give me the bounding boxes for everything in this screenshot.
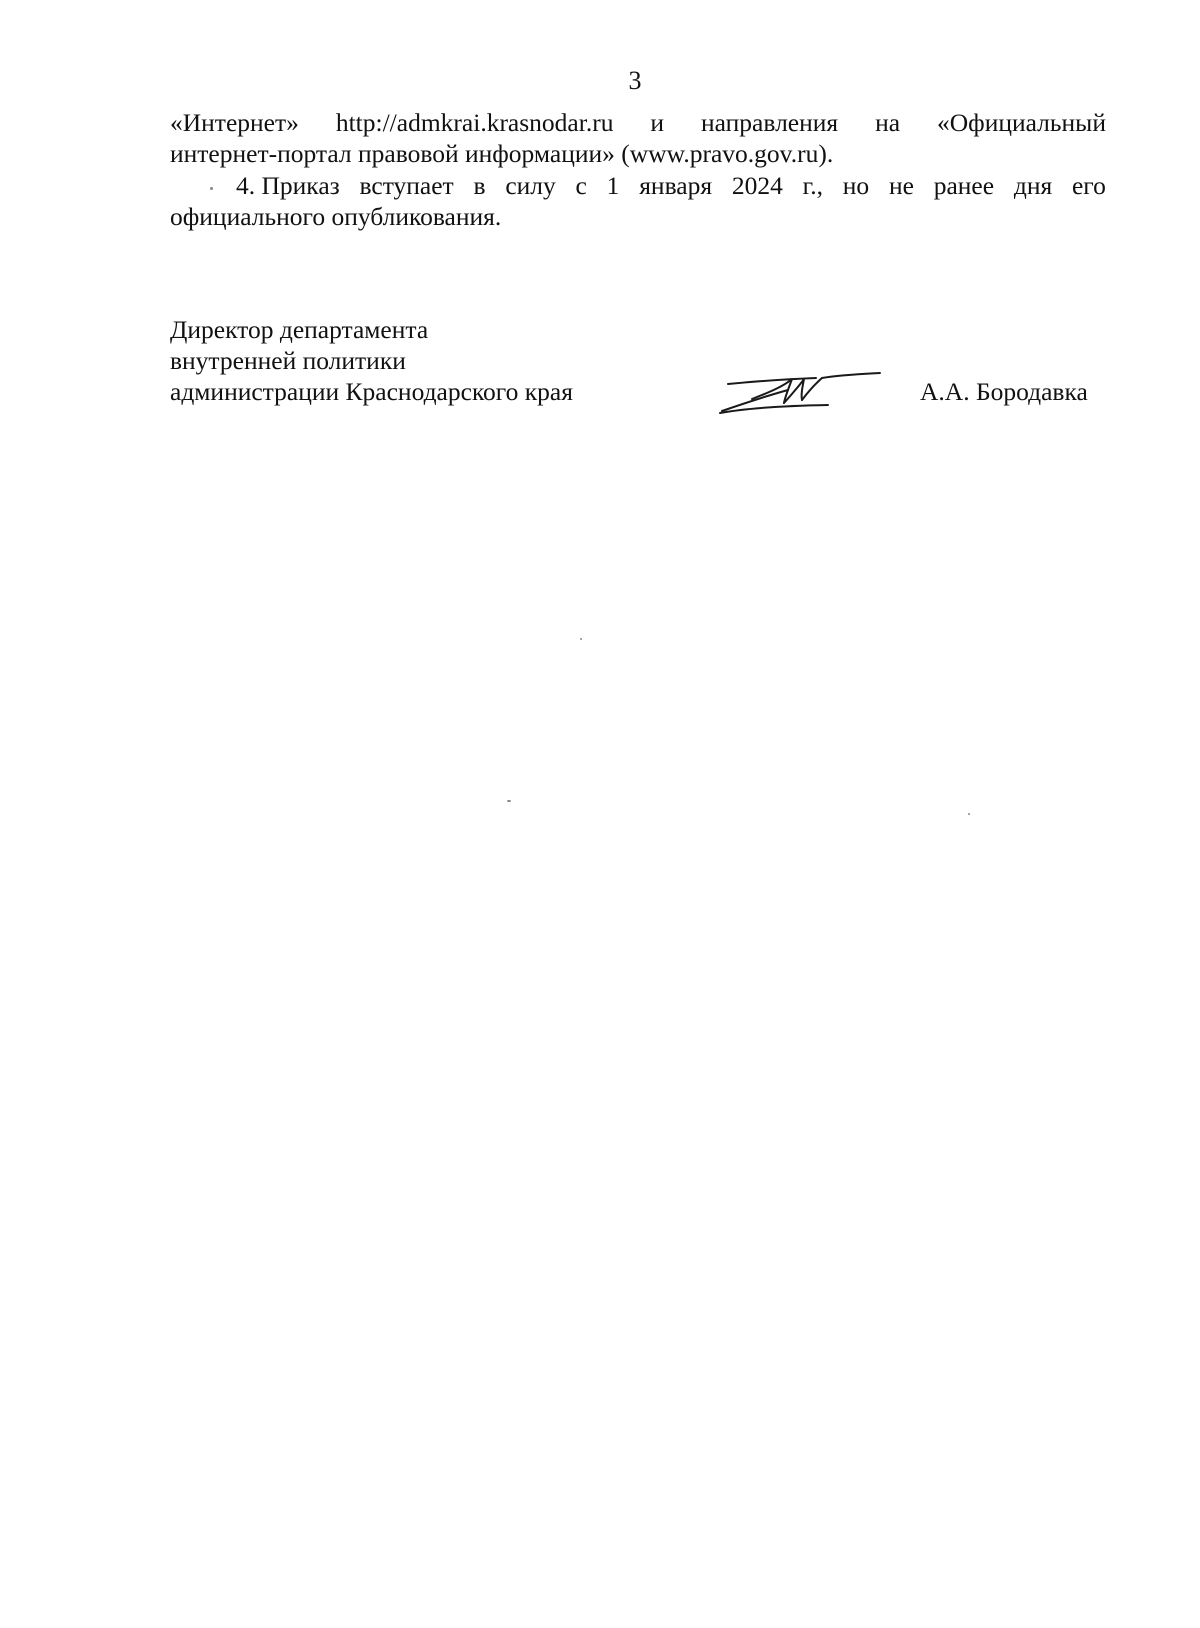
scan-speck: [210, 187, 213, 190]
link-admkrai: http://admkrai.krasnodar.ru: [335, 108, 614, 137]
word: «Официальный: [937, 108, 1106, 137]
word: 1: [606, 171, 620, 200]
word: вступает: [359, 171, 454, 200]
paragraph-line: [170, 107, 1106, 138]
word: на: [875, 108, 901, 137]
signatory-position: [170, 314, 573, 407]
paragraph-line: официального опубликования.: [170, 202, 502, 231]
paragraph-line: интернет-портал правовой информации» (www.pravo.gov.ru).: [170, 139, 834, 168]
paragraph-effective-date: [170, 170, 1106, 232]
paragraph-line: [170, 170, 1106, 201]
position-line: администрации Краснодарского края: [170, 377, 573, 406]
word: дня: [1013, 171, 1053, 200]
word: ранее: [933, 171, 995, 200]
word: января: [639, 171, 713, 200]
word: в: [473, 171, 486, 200]
word: г.,: [802, 171, 823, 200]
paragraph-publication: [170, 107, 1106, 169]
word: «Интернет»: [170, 108, 299, 137]
word: 4. Приказ: [236, 171, 340, 200]
scan-speck: [968, 813, 970, 815]
signatory-name: А.А. Бородавка: [920, 377, 1088, 406]
word: не: [888, 171, 914, 200]
handwritten-signature-icon: [712, 360, 884, 422]
position-line: Директор департамента: [170, 315, 429, 344]
word: с: [575, 171, 587, 200]
word: и: [650, 108, 665, 137]
scan-speck: [580, 638, 582, 640]
word: его: [1071, 171, 1106, 200]
position-line: внутренней политики: [170, 346, 406, 375]
word: но: [842, 171, 870, 200]
word: направления: [701, 108, 839, 137]
scan-speck: [507, 800, 511, 802]
page-number: 3: [628, 66, 642, 95]
word: силу: [505, 171, 556, 200]
word: 2024: [731, 171, 783, 200]
